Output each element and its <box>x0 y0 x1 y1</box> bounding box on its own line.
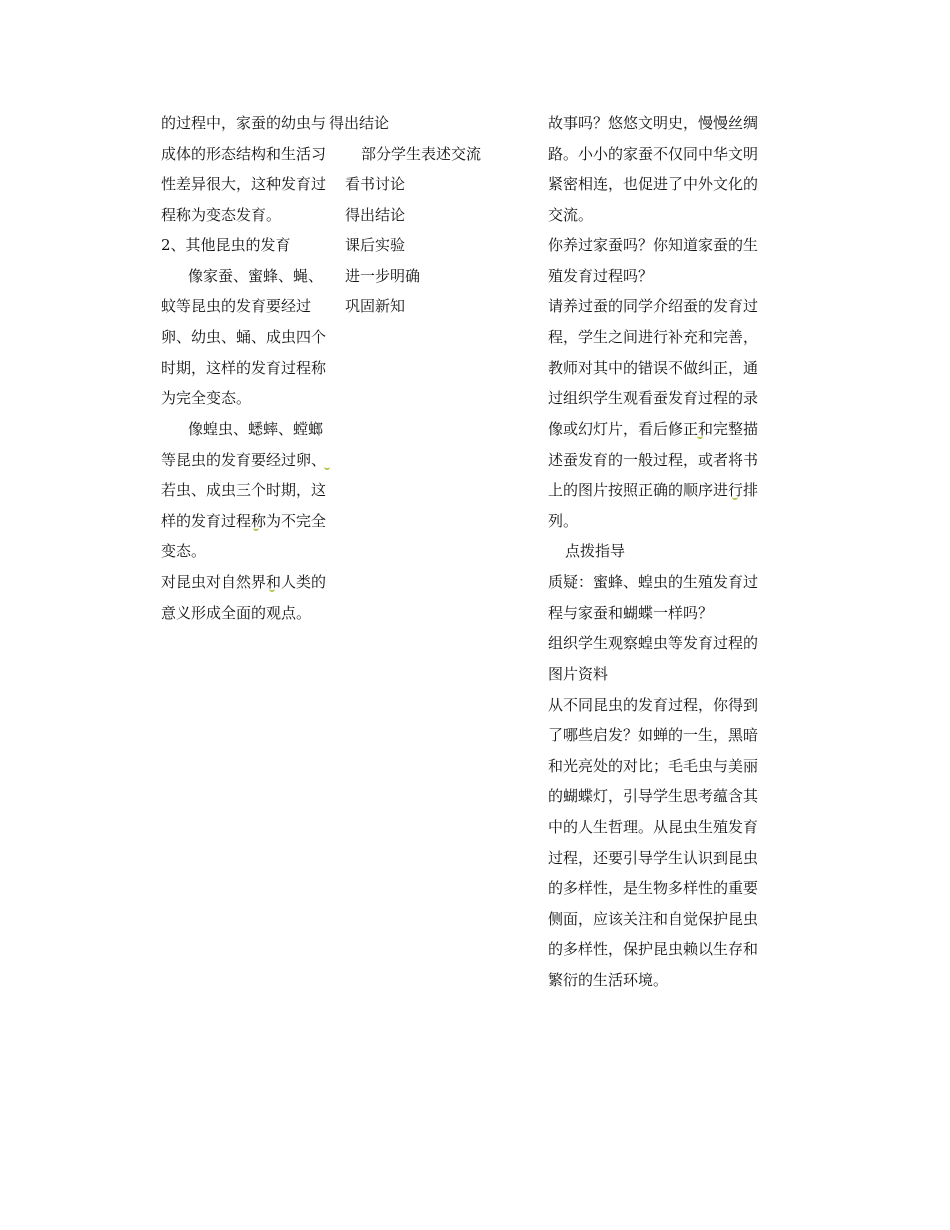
right-text-line: 和光亮处的对比；毛毛虫与美丽 <box>548 757 759 775</box>
activity-note: 看书讨论 <box>345 175 406 193</box>
left-text-line: 样的发育过程称为不完全 <box>161 512 327 530</box>
right-text-line: 紧密相连，也促进了中外文化的 <box>548 175 759 193</box>
right-text-line: 殖发育过程吗？ <box>548 267 654 285</box>
activity-note: 部分学生表述交流 <box>361 145 482 163</box>
right-section-heading: 点拨指导 <box>565 542 626 560</box>
activity-note: 得出结论 <box>329 114 390 132</box>
left-text-line: 对昆虫对自然界和人类的 <box>161 573 327 591</box>
right-text-line: 程与家蚕和蝴蝶一样吗？ <box>548 604 714 622</box>
right-text-line: 质疑：蜜蜂、蝗虫的生殖发育过 <box>548 573 759 591</box>
left-text-line: 像蝗虫、蟋蟀、螳螂 <box>188 420 324 438</box>
right-text-line: 了哪些启发？如蝉的一生，黑暗 <box>548 726 759 744</box>
left-text-line: 为完全变态。 <box>161 389 252 407</box>
left-text-line: 蚊等昆虫的发育要经过 <box>161 297 312 315</box>
right-text-line: 交流。 <box>548 206 594 224</box>
left-text-line: 等昆虫的发育要经过卵、 <box>161 451 327 469</box>
right-text-line: 组织学生观察蝗虫等发育过程的 <box>548 634 759 652</box>
right-text-line: 请养过蚕的同学介绍蚕的发育过 <box>548 297 759 315</box>
right-text-line: 图片资料 <box>548 665 609 683</box>
right-text-line: 的多样性，是生物多样性的重要 <box>548 879 759 897</box>
scan-mark-icon <box>324 463 330 470</box>
right-text-line: 的蝴蝶灯，引导学生思考蕴含其 <box>548 787 759 805</box>
left-text-line: 卵、幼虫、蛹、成虫四个 <box>161 328 327 346</box>
right-text-line: 过程，还要引导学生认识到昆虫 <box>548 849 759 867</box>
activity-note: 巩固新知 <box>345 297 406 315</box>
right-text-line: 述蚕发育的一般过程，或者将书 <box>548 451 759 469</box>
right-text-line: 侧面，应该关注和自觉保护昆虫 <box>548 910 759 928</box>
right-text-line: 路。小小的家蚕不仅同中华文明 <box>548 145 759 163</box>
scan-mark-icon <box>269 585 275 592</box>
right-text-line: 中的人生哲理。从昆虫生殖发育 <box>548 818 759 836</box>
right-text-line: 列。 <box>548 512 579 530</box>
left-text-line: 时期，这样的发育过程称 <box>161 359 327 377</box>
right-text-line: 程，学生之间进行补充和完善， <box>548 328 759 346</box>
right-text-line: 繁衍的生活环境。 <box>548 971 669 989</box>
left-text-line: 像家蚕、蜜蜂、蝇、 <box>188 267 324 285</box>
right-text-line: 的多样性，保护昆虫赖以生存和 <box>548 940 759 958</box>
right-text-line: 你养过家蚕吗？你知道家蚕的生 <box>548 236 759 254</box>
activity-note: 进一步明确 <box>345 267 421 285</box>
activity-note: 课后实验 <box>345 236 406 254</box>
left-text-line: 的过程中，家蚕的幼虫与 <box>161 114 327 132</box>
right-text-line: 过组织学生观看蚕发育过程的录 <box>548 389 759 407</box>
scan-mark-icon <box>732 493 738 500</box>
right-text-line: 故事吗？悠悠文明史，慢慢丝绸 <box>548 114 759 132</box>
scan-mark-icon <box>253 524 259 531</box>
left-text-line: 若虫、成虫三个时期，这 <box>161 481 327 499</box>
left-text-line: 成体的形态结构和生活习 <box>161 145 327 163</box>
right-text-line: 像或幻灯片，看后修正和完整描 <box>548 420 759 438</box>
left-text-line: 变态。 <box>161 542 207 560</box>
scan-mark-icon <box>697 432 703 439</box>
left-text-line: 性差异很大，这种发育过 <box>161 175 327 193</box>
activity-note: 得出结论 <box>345 206 406 224</box>
right-text-line: 上的图片按照正确的顺序进行排 <box>548 481 759 499</box>
right-text-line: 教师对其中的错误不做纠正，通 <box>548 359 759 377</box>
left-section-heading: 2、其他昆虫的发育 <box>161 236 291 254</box>
left-text-line: 意义形成全面的观点。 <box>161 604 312 622</box>
left-text-line: 程称为变态发育。 <box>161 206 282 224</box>
right-text-line: 从不同昆虫的发育过程，你得到 <box>548 696 759 714</box>
